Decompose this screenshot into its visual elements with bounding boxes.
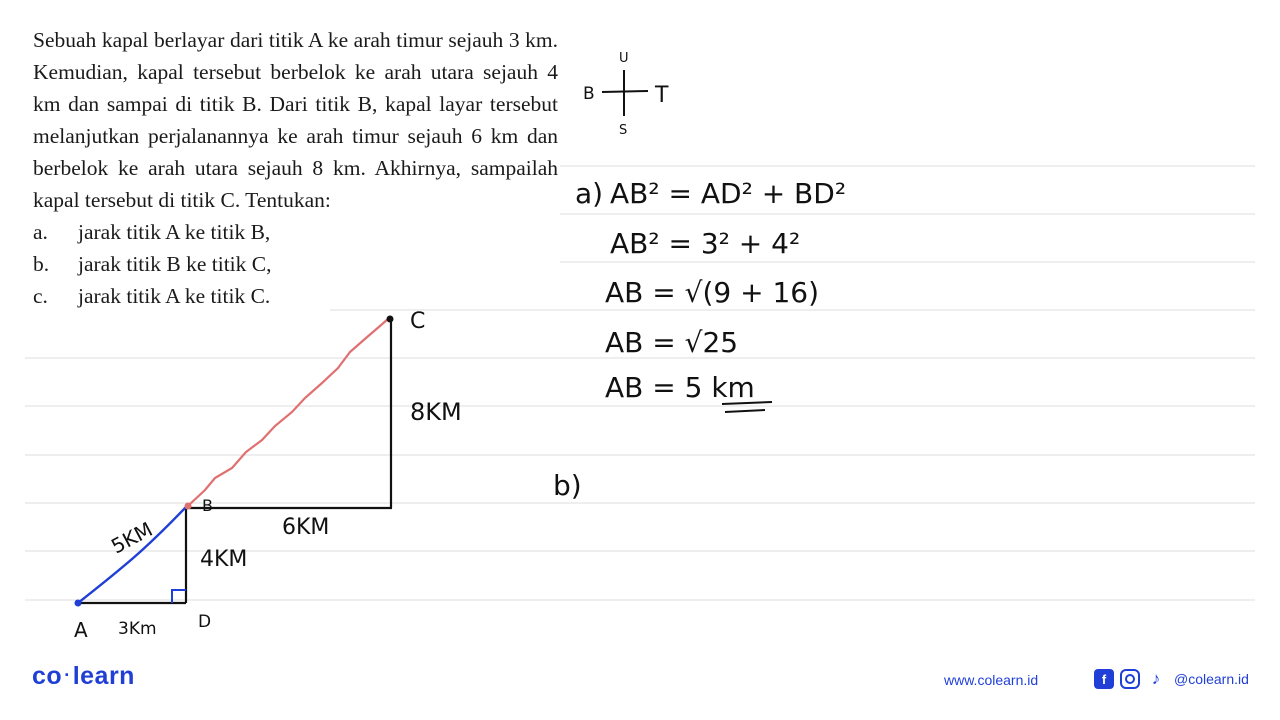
social-links	[1094, 669, 1249, 689]
point-a-label: A	[74, 618, 88, 642]
point-c-label: C	[410, 309, 426, 334]
instagram-icon[interactable]	[1120, 669, 1140, 689]
segment-b-c-red	[190, 318, 389, 504]
segment-c-vertical-length: 8KM	[410, 398, 462, 426]
answer-underline	[722, 402, 772, 412]
compass-north-label: U	[619, 51, 629, 66]
point-c-marker	[387, 316, 394, 323]
logo-left: co	[32, 662, 63, 690]
part-b-marker: b)	[553, 469, 582, 502]
solution-line-5: AB = 5 km	[605, 371, 755, 404]
option-text: jarak titik B ke titik C,	[78, 252, 272, 276]
point-b-marker	[185, 503, 192, 510]
solution-line-1: AB² = AD² + BD²	[610, 177, 847, 210]
social-handle[interactable]: @colearn.id	[1174, 671, 1249, 687]
solution-line-3: AB = √(9 + 16)	[605, 276, 820, 309]
segment-b-east-length: 6KM	[282, 515, 330, 540]
solution-steps	[553, 177, 846, 502]
option-text: jarak titik A ke titik B,	[78, 220, 271, 244]
compass-south-label: S	[619, 123, 628, 138]
problem-text: Sebuah kapal berlayar dari titik A ke arah timur sejauh 3 km. Kemudian, kapal tersebut berbelok ke arah utara sejauh 4 km dan sampai di titik B. Dari titik B, kapal layar tersebut melanjutkan perjalanannya ke arah timur sejauh 6 km dan berbelok ke arah utara sejauh 8 km. Akhirnya, sampailah kapal tersebut di titik C. Tentukan:	[33, 28, 558, 212]
solution-line-2: AB² = 3² + 4²	[610, 227, 801, 260]
segment-a-b-length: 5KM	[107, 516, 157, 559]
option-text: jarak titik A ke titik C.	[78, 284, 271, 308]
website-url[interactable]: www.colearn.id	[944, 672, 1039, 688]
colearn-logo	[32, 662, 135, 691]
path-diagram	[74, 309, 462, 642]
segment-a-b-blue	[78, 507, 186, 603]
compass-rose	[583, 51, 669, 138]
right-angle-mark	[172, 590, 186, 603]
part-a-marker: a)	[575, 177, 604, 210]
segment-d-b-length: 4KM	[200, 547, 248, 572]
option-letter: a.	[33, 220, 48, 244]
point-b-label: B	[202, 496, 213, 515]
logo-dot: ·	[64, 665, 71, 685]
tiktok-icon[interactable]: ♪	[1151, 669, 1161, 688]
compass-west-label: B	[583, 84, 595, 104]
solution-line-4: AB = √25	[605, 326, 739, 359]
facebook-icon[interactable]: f	[1094, 669, 1114, 689]
option-letter: c.	[33, 284, 48, 308]
compass-east-label: T	[655, 83, 669, 108]
option-letter: b.	[33, 252, 50, 276]
point-a-marker	[75, 600, 82, 607]
logo-right: learn	[72, 662, 135, 690]
point-d-label: D	[198, 612, 212, 632]
segment-a-d-length: 3Km	[118, 619, 157, 639]
